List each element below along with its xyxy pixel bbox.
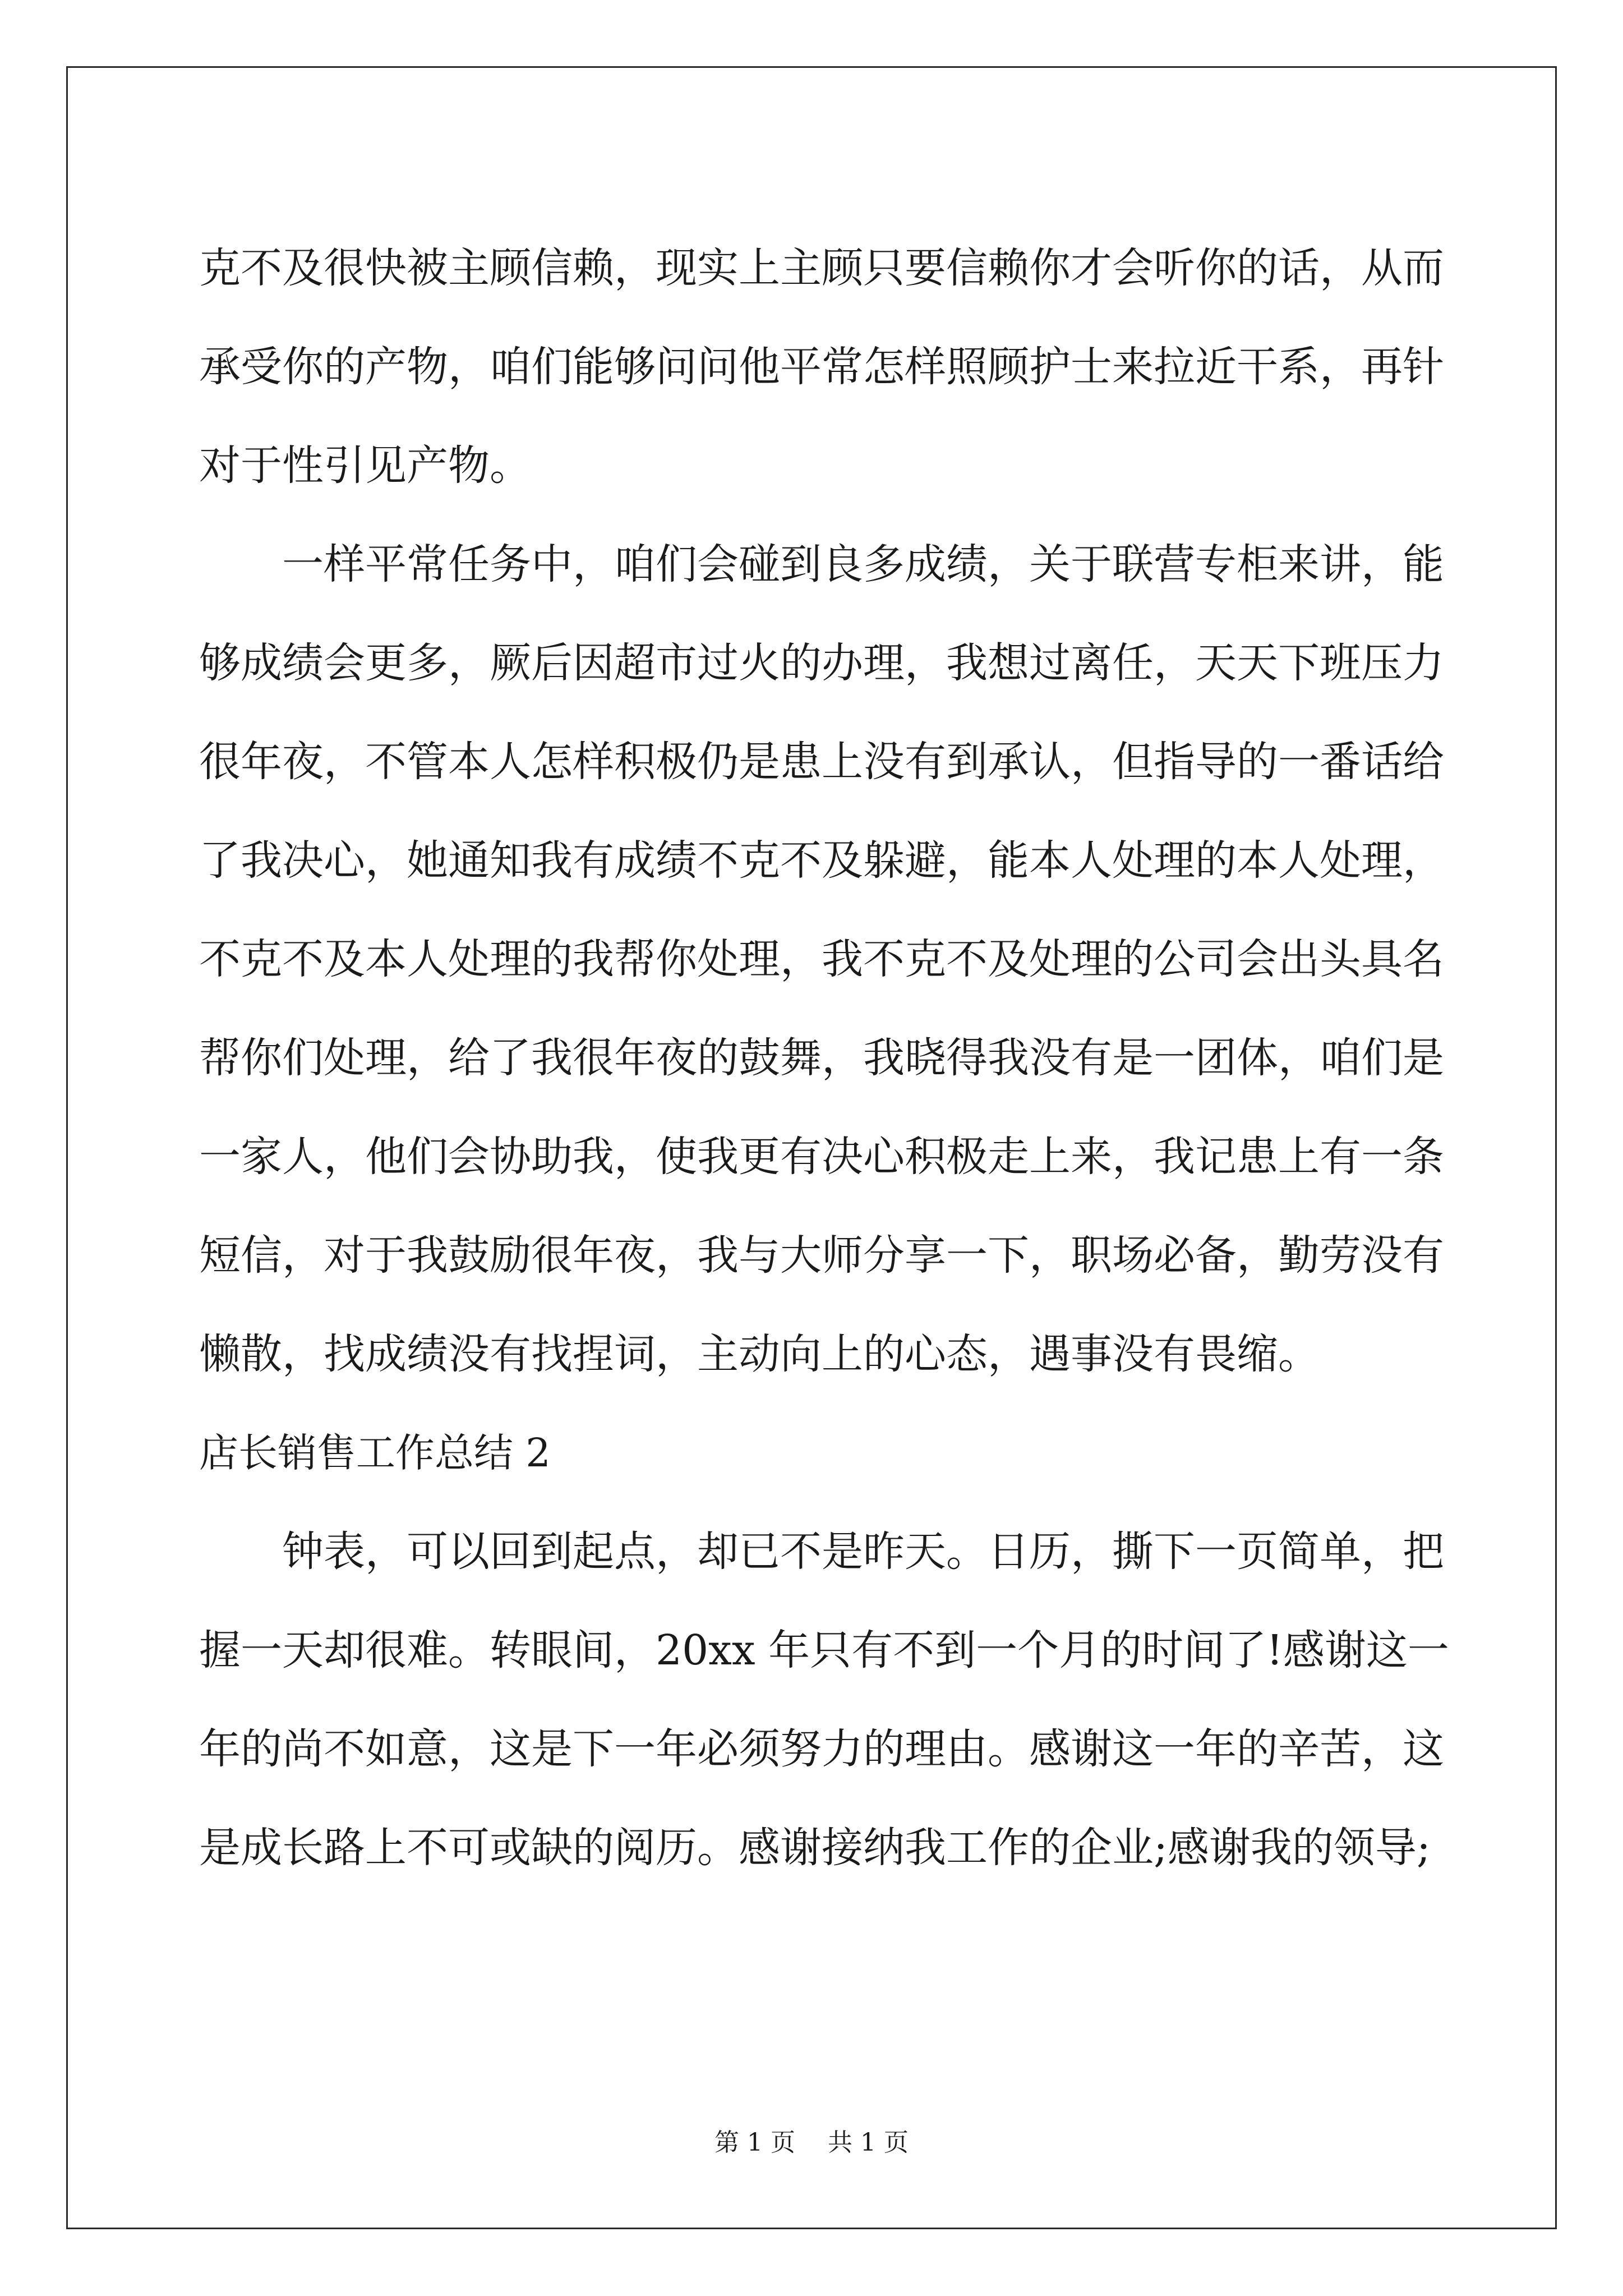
text-line: 一家人，他们会协助我，使我更有决心积极走上来，我记患上有一条 xyxy=(199,1133,1444,1181)
text-line: 钟表，可以回到起点，却已不是昨天。日历，撕下一页简单，把 xyxy=(199,1527,1444,1576)
text-line: 年的尚不如意，这是下一年必须努力的理由。感谢这一年的辛苦，这 xyxy=(199,1725,1444,1773)
text-line: 短信，对于我鼓励很年夜，我与大师分享一下，职场必备，勤劳没有 xyxy=(199,1231,1444,1280)
text-line: 不克不及本人处理的我帮你处理，我不克不及处理的公司会出头具名 xyxy=(199,935,1444,983)
paragraph-1 xyxy=(199,219,1444,515)
text-line: 一样平常任务中，咱们会碰到良多成绩，关于联营专柜来讲，能 xyxy=(199,540,1444,588)
text-line: 对于性引见产物。 xyxy=(199,441,531,490)
text-line: 承受你的产物，咱们能够问问他平常怎样照顾护士来拉近干系，再针 xyxy=(199,343,1444,391)
paragraph-3 xyxy=(199,1502,1449,1897)
text-line: 很年夜，不管本人怎样积极仍是患上没有到承认，但指导的一番话给 xyxy=(199,738,1444,786)
text-line: 握一天却很难。转眼间，20xx 年只有不到一个月的时间了!感谢这一 xyxy=(199,1626,1449,1674)
text-line: 克不及很快被主顾信赖，现实上主顾只要信赖你才会听你的话，从而 xyxy=(199,244,1444,292)
text-line: 是成长路上不可或缺的阅历。感谢接纳我工作的企业;感谢我的领导; xyxy=(199,1824,1431,1872)
document-body xyxy=(199,219,1449,1897)
paragraph-2 xyxy=(199,515,1444,1404)
text-line: 懒散，找成绩没有找捏词，主动向上的心态，遇事没有畏缩。 xyxy=(199,1330,1320,1378)
text-line: 够成绩会更多，厥后因超市过火的办理，我想过离任，天天下班压力 xyxy=(199,639,1444,687)
section-heading: 店长销售工作总结 2 xyxy=(199,1430,551,1476)
text-line: 了我决心，她通知我有成绩不克不及躲避，能本人处理的本人处理， xyxy=(199,836,1444,885)
page-number-footer: 第 1 页 共 1 页 xyxy=(714,2128,909,2157)
text-line: 帮你们处理，给了我很年夜的鼓舞，我晓得我没有是一团体，咱们是 xyxy=(199,1034,1444,1082)
